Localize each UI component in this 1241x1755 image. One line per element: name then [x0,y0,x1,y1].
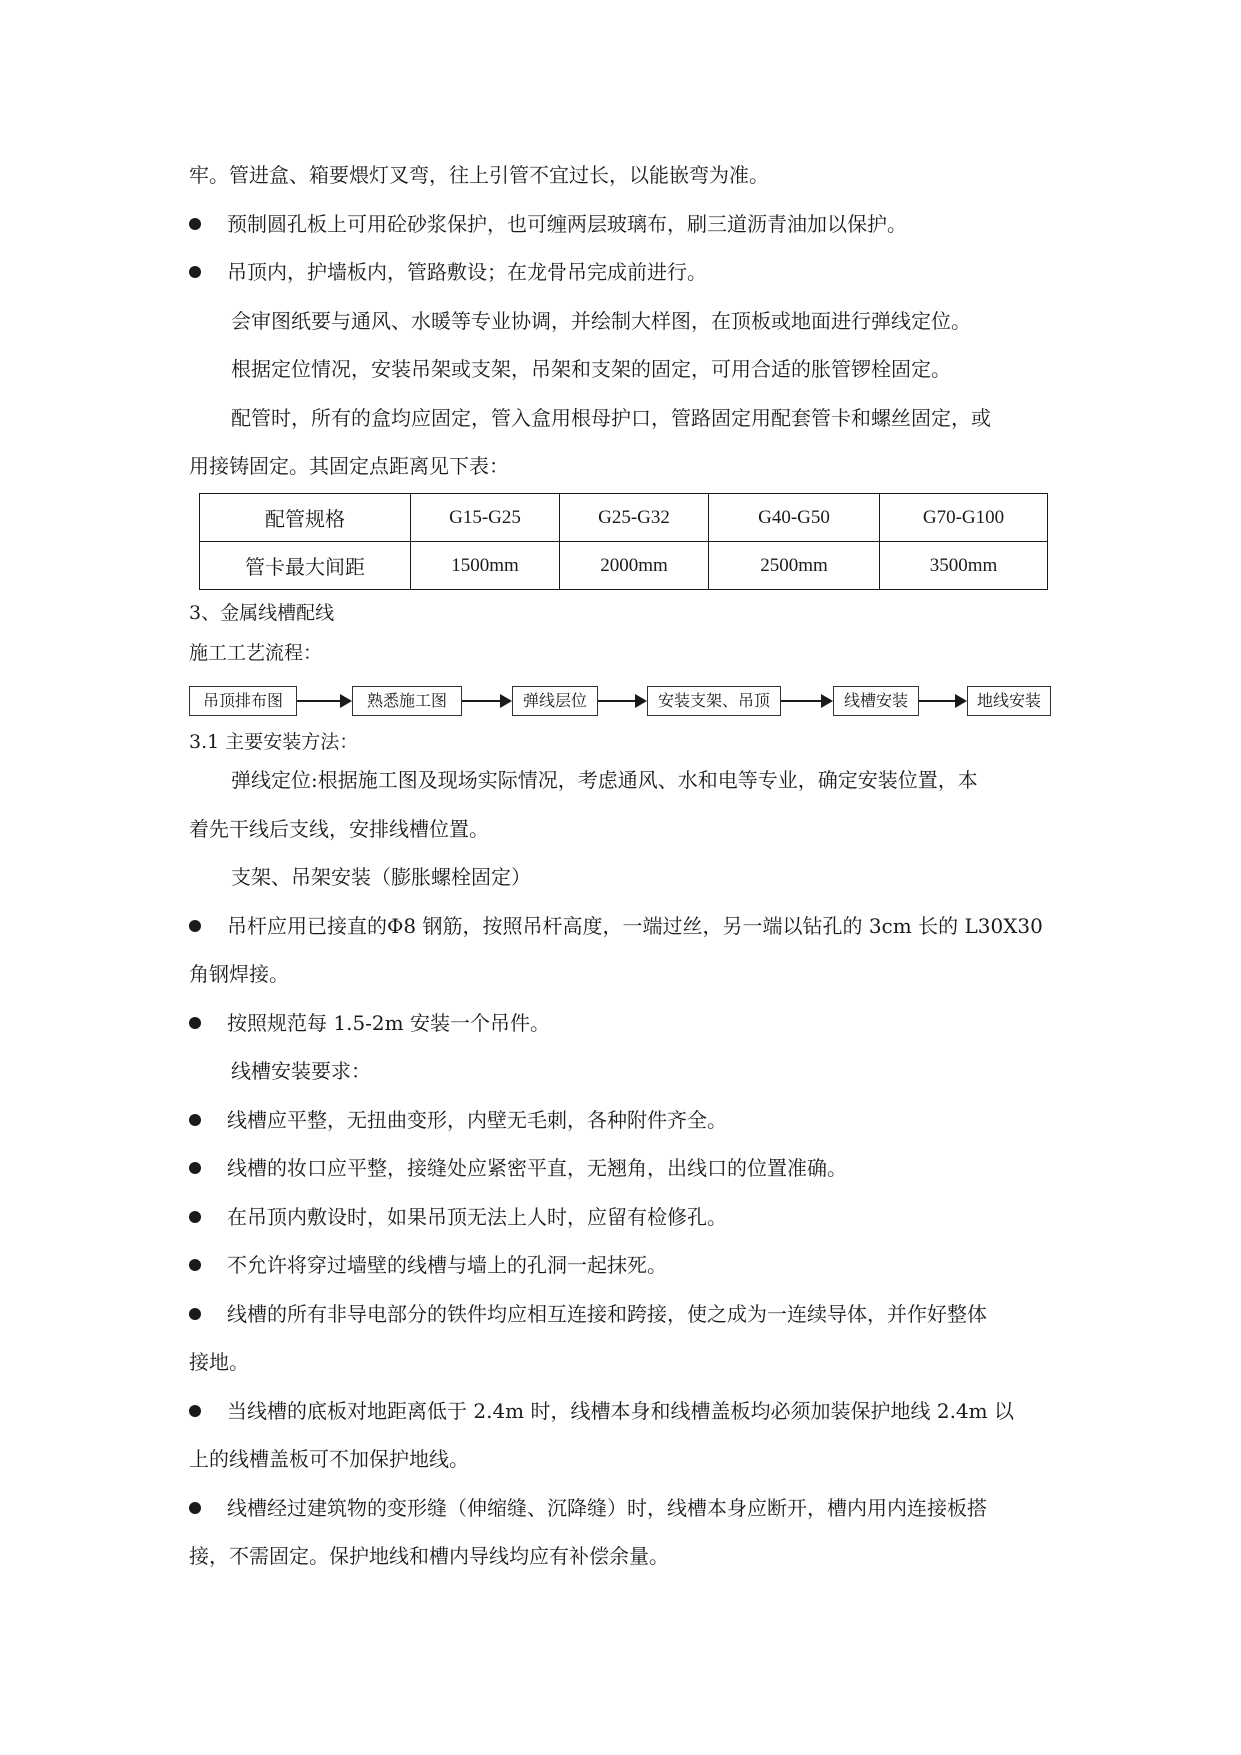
bullet-text: 线槽的妆口应平整，接缝处应紧密平直，无翘角，出线口的位置准确。 [227,1156,847,1180]
bullet-icon [189,1502,201,1514]
paragraph-continuation: 牢。管进盒、箱要煨灯叉弯，往上引管不宜过长，以能嵌弯为准。 [189,163,769,187]
table-row [200,542,1048,590]
table-cell: 1500mm [411,542,560,590]
bullet-text: 不允许将穿过墙壁的线槽与墙上的孔洞一起抹死。 [227,1253,667,1277]
bullet-icon [189,1211,201,1223]
paragraph-continuation: 接地。 [189,1350,249,1374]
table-cell: 管卡最大间距 [200,542,411,590]
bullet-icon [189,218,201,230]
arrow-right-icon [598,700,645,702]
paragraph: 根据定位情况，安装吊架或支架，吊架和支架的固定，可用合适的胀管锣栓固定。 [231,357,951,381]
bullet-text: 预制圆孔板上可用砼砂浆保护，也可缠两层玻璃布，刷三道沥青油加以保护。 [227,212,907,236]
paragraph: 线槽安装要求： [231,1059,371,1083]
paragraph-continuation: 角钢焊接。 [189,962,289,986]
table-cell: 2000mm [560,542,709,590]
flow-step: 安装支架、吊顶 [647,686,781,716]
arrow-right-icon [297,700,350,702]
bullet-text: 在吊顶内敷设时，如果吊顶无法上人时，应留有检修孔。 [227,1205,727,1229]
table-cell: G70-G100 [880,494,1048,542]
flow-step: 弹线层位 [512,686,598,716]
table-cell: 配管规格 [200,494,411,542]
paragraph: 着先干线后支线，安排线槽位置。 [189,817,489,841]
pipe-spec-table [199,493,1048,590]
bullet-text: 线槽应平整，无扭曲变形，内壁无毛刺，各种附件齐全。 [227,1108,727,1132]
flow-step: 线槽安装 [833,686,919,716]
bullet-icon [189,1114,201,1126]
table-cell: 2500mm [709,542,880,590]
section-heading: 3、金属线槽配线 [189,602,335,624]
paragraph-continuation: 接，不需固定。保护地线和槽内导线均应有补偿余量。 [189,1544,669,1568]
bullet-icon [189,1259,201,1271]
arrow-right-icon [462,700,510,702]
table-cell: 3500mm [880,542,1048,590]
paragraph: 弹线定位:根据施工图及现场实际情况，考虑通风、水和电等专业，确定安装位置，本 [231,768,978,792]
arrow-right-icon [781,700,831,702]
arrow-right-icon [919,700,965,702]
bullet-icon [189,1017,201,1029]
subsection-heading: 3.1 主要安装方法： [189,731,359,753]
flow-step: 地线安装 [967,686,1051,716]
bullet-text: 吊顶内，护墙板内，管路敷设；在龙骨吊完成前进行。 [227,260,707,284]
paragraph: 用接铸固定。其固定点距离见下表： [189,454,509,478]
bullet-icon [189,1308,201,1320]
bullet-icon [189,1162,201,1174]
bullet-text: 当线槽的底板对地距离低于 2.4m 时，线槽本身和线槽盖板均必须加装保护地线 2.4m 以 [227,1399,1014,1423]
paragraph: 支架、吊架安装（膨胀螺栓固定） [231,865,531,889]
bullet-text: 吊杆应用已接直的Φ8 钢筋，按照吊杆高度，一端过丝，另一端以钻孔的 3cm 长的 L30X30 [227,914,1043,938]
bullet-icon [189,1405,201,1417]
bullet-text: 线槽的所有非导电部分的铁件均应相互连接和跨接，使之成为一连续导体，并作好整体 [227,1302,987,1326]
bullet-icon [189,266,201,278]
flow-heading: 施工工艺流程： [189,642,323,664]
table-cell: G25-G32 [560,494,709,542]
flow-step: 熟悉施工图 [352,686,462,716]
bullet-text: 按照规范每 1.5-2m 安装一个吊件。 [227,1011,550,1035]
paragraph: 配管时，所有的盒均应固定，管入盒用根母护口，管路固定用配套管卡和螺丝固定，或 [231,406,991,430]
paragraph-continuation: 上的线槽盖板可不加保护地线。 [189,1447,469,1471]
bullet-icon [189,920,201,932]
paragraph: 会审图纸要与通风、水暖等专业协调，并绘制大样图，在顶板或地面进行弹线定位。 [231,309,971,333]
table-cell: G40-G50 [709,494,880,542]
flow-step: 吊顶排布图 [189,686,297,716]
bullet-text: 线槽经过建筑物的变形缝（伸缩缝、沉降缝）时，线槽本身应断开，槽内用内连接板搭 [227,1496,987,1520]
table-cell: G15-G25 [411,494,560,542]
table-row [200,494,1048,542]
